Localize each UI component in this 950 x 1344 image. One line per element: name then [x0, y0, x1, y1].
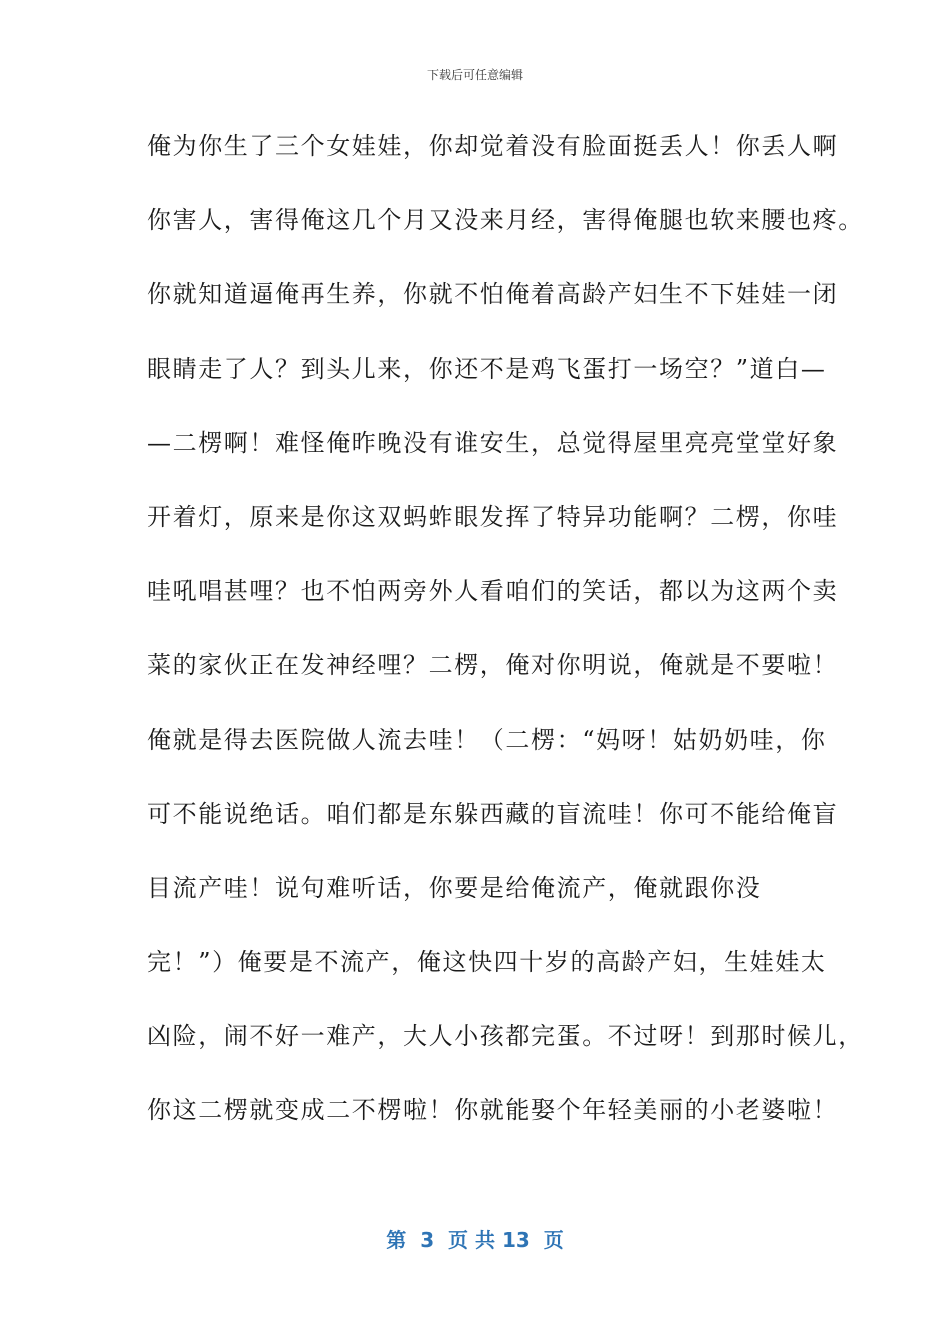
body-line: 眼睛走了人？到头儿来，你还不是鸡飞蛋打一场空？”道白—: [147, 354, 827, 383]
body-line: 俺为你生了三个女娃娃，你却觉着没有脸面挺丢人！你丢人啊: [147, 132, 839, 160]
body-text: [147, 120, 864, 1159]
body-line: —二楞啊！难怪俺昨晚没有谁安生，总觉得屋里亮亮堂堂好象: [147, 428, 839, 457]
body-line: 目流产哇！说句难听话，你要是给俺流产，俺就跟你没: [147, 873, 762, 902]
page-number-footer: 第 3 页 共 13 页: [386, 1228, 564, 1252]
body-line: 开着灯，原来是你这双蚂蚱眼发挥了特异功能啊？二楞，你哇: [147, 502, 839, 531]
body-line: 俺就是得去医院做人流去哇！（二楞：“妈呀！姑奶奶哇，你: [147, 725, 827, 754]
body-line: 完！”）俺要是不流产，俺这快四十岁的高龄产妇，生娃娃太: [147, 948, 827, 977]
body-line: 你就知道逼俺再生养，你就不怕俺着高龄产妇生不下娃娃一闭: [147, 280, 839, 309]
body-line: 可不能说绝话。咱们都是东躲西藏的盲流哇！你可不能给俺盲: [147, 799, 839, 828]
body-line: 凶险，闹不好一难产，大人小孩都完蛋。不过呀！到那时候儿，: [147, 1022, 864, 1051]
body-line: 你这二楞就变成二不楞啦！你就能娶个年轻美丽的小老婆啦！: [147, 1096, 839, 1125]
body-line: 你害人，害得俺这几个月又没来月经，害得俺腿也软来腰也疼。: [147, 206, 864, 235]
header-note: 下载后可任意编辑: [426, 68, 523, 82]
body-line: 菜的家伙正在发神经哩？二楞，俺对你明说，俺就是不要啦！: [147, 651, 839, 680]
body-line: 哇吼唱甚哩？也不怕两旁外人看咱们的笑话，都以为这两个卖: [147, 577, 839, 606]
